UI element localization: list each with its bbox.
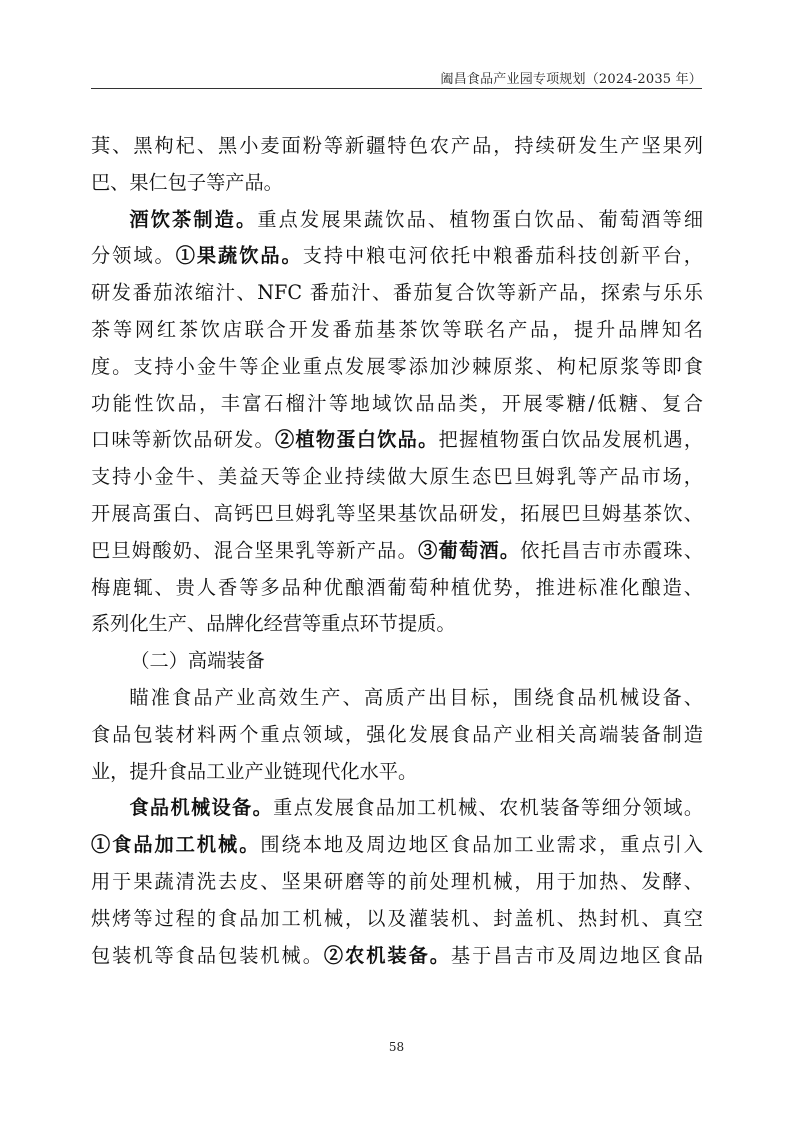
text-run: 烘烤等过程的食品加工机械，以及灌装机、封盖机、热封机、真空 bbox=[91, 906, 703, 930]
text-line bbox=[91, 864, 703, 901]
text-run: 巴、果仁包子等产品。 bbox=[91, 170, 283, 194]
text-line bbox=[91, 422, 703, 459]
text-line bbox=[91, 570, 703, 607]
running-header bbox=[91, 64, 702, 89]
text-run: 食品包装材料两个重点领域，强化发展食品产业相关高端装备制造 bbox=[91, 722, 703, 746]
text-line bbox=[91, 275, 703, 312]
bold-term: ②植物蛋白饮品。 bbox=[274, 428, 439, 452]
text-run: 重点发展食品加工机械、农机装备等细分领域。 bbox=[273, 796, 704, 820]
text-run: 度。支持小金牛等企业重点发展零添加沙棘原浆、枸杞原浆等即食 bbox=[91, 354, 703, 378]
text-run: 梅鹿辄、贵人香等多品种优酿酒葡萄种植优势，推进标准化酿造、 bbox=[91, 575, 703, 599]
text-run: 基于昌吉市及周边地区食品 bbox=[450, 943, 703, 967]
text-line bbox=[91, 238, 703, 275]
bold-term: 酒饮茶制造。 bbox=[129, 207, 258, 231]
text-run: 分领域。 bbox=[91, 244, 176, 268]
page-number: 58 bbox=[388, 1040, 405, 1054]
section-heading bbox=[91, 643, 703, 680]
text-line bbox=[91, 349, 703, 386]
text-run: 研发番茄浓缩汁、NFC 番茄汁、番茄复合饮等新产品，探索与乐乐 bbox=[91, 281, 703, 305]
text-run: 巴旦姆酸奶、混合坚果乳等新产品。 bbox=[91, 538, 419, 562]
text-run: 系列化生产、品牌化经营等重点环节提质。 bbox=[91, 612, 456, 636]
text-run: （二）高端装备 bbox=[130, 649, 265, 673]
text-run: 依托昌吉市赤霞珠、 bbox=[520, 538, 704, 562]
body-text bbox=[91, 128, 703, 974]
text-line bbox=[91, 128, 703, 165]
text-line bbox=[91, 790, 703, 827]
bold-term: ②农机装备。 bbox=[323, 943, 451, 967]
text-line bbox=[91, 312, 703, 349]
text-line bbox=[91, 386, 703, 423]
text-run: 功能性饮品，丰富石榴汁等地域饮品品类，开展零糖/低糖、复合 bbox=[91, 391, 703, 415]
bold-term: ①果蔬饮品。 bbox=[175, 244, 303, 268]
text-line bbox=[91, 459, 703, 496]
text-run: 支持小金牛、美益天等企业持续做大原生态巴旦姆乳等产品市场， bbox=[91, 465, 703, 489]
text-line bbox=[91, 754, 703, 791]
text-run: 支持中粮屯河依托中粮番茄科技创新平台， bbox=[302, 244, 703, 268]
text-line bbox=[91, 938, 703, 975]
bold-term: ①食品加工机械。 bbox=[91, 833, 261, 857]
bold-term: ③葡萄酒。 bbox=[418, 538, 521, 562]
header-title: 阖昌食品产业园专项规划（2024-2035 年） bbox=[440, 72, 702, 87]
text-line bbox=[91, 901, 703, 938]
text-line bbox=[91, 496, 703, 533]
text-line bbox=[91, 827, 703, 864]
text-line bbox=[91, 165, 703, 202]
text-run: 重点发展果蔬饮品、植物蛋白饮品、葡萄酒等细 bbox=[257, 207, 704, 231]
text-run: 口味等新饮品研发。 bbox=[91, 428, 275, 452]
text-run: 围绕本地及周边地区食品加工业需求，重点引入 bbox=[260, 833, 703, 857]
text-line bbox=[91, 202, 703, 239]
text-run: 开展高蛋白、高钙巴旦姆乳等坚果基饮品研发，拓展巴旦姆基茶饮、 bbox=[91, 501, 703, 525]
text-run: 把握植物蛋白饮品发展机遇， bbox=[438, 428, 704, 452]
text-line bbox=[91, 606, 703, 643]
bold-term: 食品机械设备。 bbox=[129, 796, 274, 820]
text-run: 包装机等食品包装机械。 bbox=[91, 943, 324, 967]
text-run: 用于果蔬清洗去皮、坚果研磨等的前处理机械，用于加热、发酵、 bbox=[91, 869, 703, 893]
text-line bbox=[91, 533, 703, 570]
text-line bbox=[91, 680, 703, 717]
text-run: 萁、黑枸杞、黑小麦面粉等新疆特色农产品，持续研发生产坚果列 bbox=[91, 134, 703, 157]
text-run: 茶等网红茶饮店联合开发番茄基茶饮等联名产品，提升品牌知名 bbox=[91, 317, 703, 341]
text-run: 瞄准食品产业高效生产、高质产出目标，围绕食品机械设备、 bbox=[129, 685, 703, 709]
text-run: 业，提升食品工业产业链现代化水平。 bbox=[91, 759, 418, 783]
text-line bbox=[91, 717, 703, 754]
